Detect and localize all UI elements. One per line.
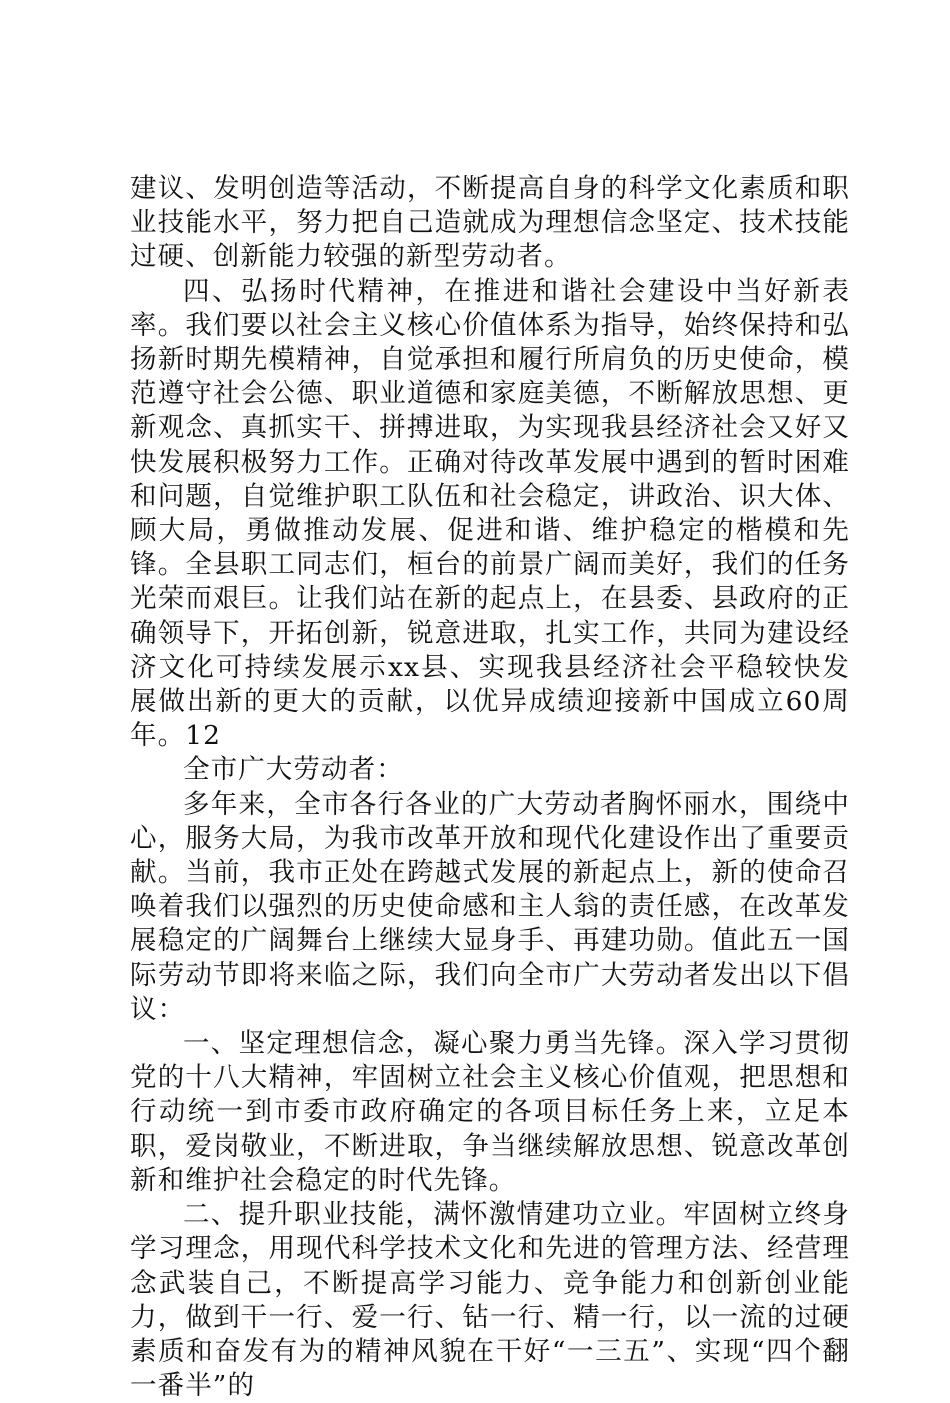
paragraph-section-four: 四、弘扬时代精神，在推进和谐社会建设中当好新表率。我们要以社会主义核心价值体系为指导，始终保持和弘扬新时期先模精神，自觉承担和履行所肩负的历史使命，模范遵守社会公德、职业道德和家庭美德，不断解放思想、更新观念、真抓实干、拼搏进取，为实现我县经济社会又好又快发展积极努力工作。正确对待改革发展中遇到的暂时困难和问题，自觉维护职工队伍和社会稳定，讲政治、识大体、顾大局，勇做推动发展、促进和谐、维护稳定的楷模和先锋。全县职工同志们，桓台的前景广阔而美好，我们的任务光荣而艰巨。让我们站在新的起点上，在县委、县政府的正确领导下，开拓创新，锐意进取，扎实工作，共同为建设经济文化可持续发展示xx县、实现我县经济社会平稳较快发展做出新的更大的贡献，以优异成绩迎接新中国成立60周年。12	[130, 275, 850, 752]
salutation: 全市广大劳动者：	[183, 754, 404, 786]
paragraph-point-two: 二、提升职业技能，满怀激情建功立业。牢固树立终身学习理念，用现代科学技术文化和先进的管理方法、经营理念武装自己，不断提高学习能力、竞争能力和创新创业能力，做到干一行、爱一行、钻一行、精一行，以一流的过硬素质和奋发有为的精神风貌在干好“一三五”、实现“四个翻一番半”的	[130, 1199, 850, 1402]
document-body	[130, 172, 850, 1403]
paragraph-intro: 多年来，全市各行各业的广大劳动者胸怀丽水，围绕中心，服务大局，为我市改革开放和现代化建设作出了重要贡献。当前，我市正处在跨越式发展的新起点上，新的使命召唤着我们以强烈的历史使命感和主人翁的责任感，在改革发展稳定的广阔舞台上继续大显身手、再建功勋。值此五一国际劳动节即将来临之际，我们向全市广大劳动者发出以下倡议：	[130, 788, 850, 1025]
paragraph-continuation: 建议、发明创造等活动，不断提高自身的科学文化素质和职业技能水平，努力把自己造就成为理想信念坚定、技术技能过硬、创新能力较强的新型劳动者。	[130, 173, 850, 273]
paragraph-point-one: 一、坚定理想信念，凝心聚力勇当先锋。深入学习贯彻党的十八大精神，牢固树立社会主义核心价值观，把思想和行动统一到市委市政府确定的各项目标任务上来，立足本职，爱岗敬业，不断进取，争当继续解放思想、锐意改革创新和维护社会稳定的时代先锋。	[130, 1028, 850, 1196]
